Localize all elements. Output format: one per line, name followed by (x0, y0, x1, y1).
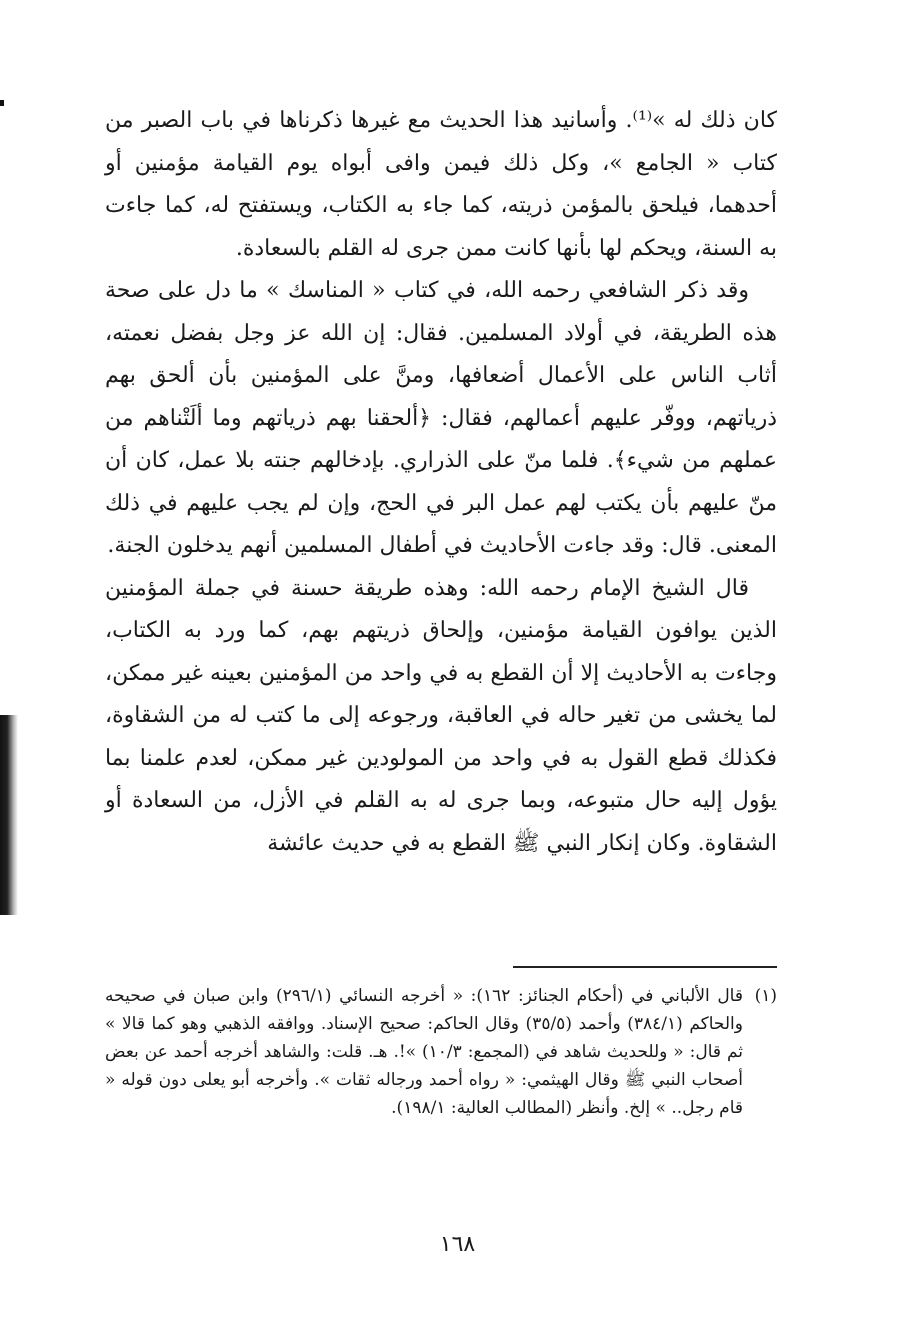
footnote-separator (513, 966, 777, 968)
scan-speck (0, 100, 4, 106)
main-text (105, 100, 777, 865)
footnote-marker: (١) (754, 986, 777, 1006)
paragraph-1: كان ذلك له »⁽¹⁾. وأسانيد هذا الحديث مع غيرها ذكرناها في باب الصبر من كتاب « الجامع »، وكل ذلك فيمن وافى أبواه يوم القيامة مؤمنين أو أحدهما، فيلحق بالمؤمن ذريته، كما جاء به الكتاب، ويستفتح له، كما جاءت به السنة، ويحكم لها بأنها كانت ممن جرى له القلم بالسعادة. (105, 108, 777, 261)
paragraph-3: قال الشيخ الإمام رحمه الله: وهذه طريقة حسنة في جملة المؤمنين الذين يوافون القيامة مؤمنين، وإلحاق ذريتهم بهم، كما ورد به الكتاب، وجاءت به الأحاديث إلا أن القطع به في واحد من المؤمنين بعينه غير ممكن، لما يخشى من تغير حاله في العاقبة، ورجوعه إلى ما كتب له من الشقاوة، فكذلك قطع القول به في واحد من المولودين غير ممكن، لعدم علمنا بما يؤول إليه حال متبوعه، وبما جرى له به القلم في الأزل، من السعادة أو الشقاوة. وكان إنكار النبي ﷺ القطع به في حديث عائشة (105, 575, 777, 856)
footnote-1 (105, 982, 777, 1122)
footnotes (105, 982, 777, 1122)
scan-binding-shadow (0, 715, 18, 915)
paragraph-2: وقد ذكر الشافعي رحمه الله، في كتاب « المناسك » ما دل على صحة هذه الطريقة، في أولاد المسلمين. فقال: إن الله عز وجل بفضل نعمته، أثاب الناس على الأعمال أضعافها، ومنَّ على المؤمنين بأن ألحق بهم ذرياتهم، ووفّر عليهم أعمالهم، فقال: ﴿ألحقنا بهم ذرياتهم وما ألَتْناهم من عملهم من شيء﴾. فلما منّ على الذراري. بإدخالهم جنته بلا عمل، كان أن منّ عليهم بأن يكتب لهم عمل البر في الحج، وإن لم يجب عليهم في ذلك المعنى. قال: وقد جاءت الأحاديث في أطفال المسلمين أنهم يدخلون الجنة. (105, 278, 777, 558)
page-number: ١٦٨ (439, 1232, 476, 1257)
footnote-text: قال الألباني في (أحكام الجنائز: ١٦٢): « أخرجه النسائي (٢٩٦/١) وابن صبان في صحيحه والحاكم (٣٨٤/١) وأحمد (٣٥/٥) وقال الحاكم: صحيح الإسناد. ووافقه الذهبي وهو كما قالا » ثم قال: « وللحديث شاهد في (المجمع: ١٠/٣) »!. هـ. قلت: والشاهد أخرجه أحمد عن بعض أصحاب النبي ﷺ وقال الهيثمي: « رواه أحمد ورجاله ثقات ». وأخرجه أبو يعلى دون قوله « قام رجل.. » إلخ. وأنظر (المطالب العالية: ١٩٨/١). (105, 986, 743, 1118)
